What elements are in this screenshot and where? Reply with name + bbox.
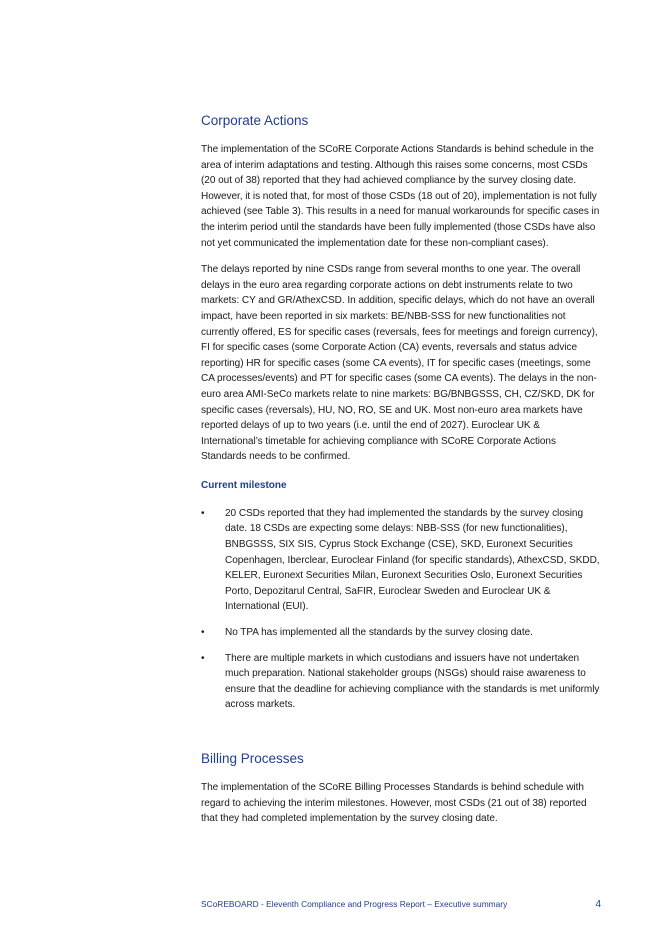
section-heading-corporate-actions: Corporate Actions bbox=[201, 113, 309, 128]
page-number: 4 bbox=[595, 899, 601, 910]
current-milestone-heading: Current milestone bbox=[201, 479, 287, 491]
bullet-icon: • bbox=[201, 507, 205, 519]
page-footer bbox=[201, 899, 601, 909]
list-item-text: No TPA has implemented all the standards by the survey closing date. bbox=[225, 627, 533, 639]
bullet-icon: • bbox=[201, 627, 205, 639]
list-item bbox=[201, 651, 601, 713]
list-item-text: 20 CSDs reported that they had implemented the standards by the survey closing date. 18 CSDs are expecting some delays: NBB-SSS (for new functionalities), BNBGSSS, SIX SIS, Cyprus Stock Exchange (CSE), SKD, Euronext Securities Copenhagen, Iberclear, Euroclear Finland (for specific standards), AthexCSD, SKDD, KELER, Euronext Securities Milan, Euronext Securities Oslo, Euronext Securities Porto, Depozitarul Central, SaFIR, Euroclear Sweden and Euroclear UK & International (EUI). bbox=[225, 507, 600, 613]
billing-processes-paragraph-1: The implementation of the SCoRE Billing Processes Standards is behind schedule with regard to achieving the interim milestones. However, most CSDs (21 out of 38) reported that they had completed implementation by the survey closing date. bbox=[201, 782, 587, 825]
bullet-icon: • bbox=[201, 652, 205, 664]
corporate-actions-paragraph-2: The delays reported by nine CSDs range from several months to one year. The overall delays in the euro area regarding corporate actions on debt instruments relate to two markets: CY and GR/AthexCSD. In addition, specific delays, which do not have an overall impact, have been reported in six markets: BE/NBB-SSS for new functionalities not currently offered, ES for specific cases (reversals, fees for meetings and foreign currency), FI for specific cases (some Corporate Action (CA) events, reversals and status advice reporting) HR for specific cases (some CA events), IT for specific cases (meetings, some CA processes/events) and PT for specific cases (some CA events). The delays in the non-euro area AMI-SeCo markets relate to nine markets: BG/BNBGSSS, CH, CZ/SKD, DK for specific cases (reversals), HU, NO, RO, SE and UK. Most non-euro area markets have reported delays of up to two years (i.e. until the end of 2027). Euroclear UK & International’s timetable for achieving compliance with SCoRE Corporate Actions Standards needs to be confirmed. bbox=[201, 264, 598, 463]
list-item bbox=[201, 506, 601, 615]
section-heading-billing-processes: Billing Processes bbox=[201, 751, 304, 766]
footer-text: SCoREBOARD - Eleventh Compliance and Progress Report – Executive summary bbox=[201, 899, 508, 909]
page-content bbox=[201, 112, 601, 838]
milestone-bullet-list bbox=[201, 506, 601, 713]
list-item bbox=[201, 625, 601, 641]
list-item-text: There are multiple markets in which custodians and issuers have not undertaken much preparation. National stakeholder groups (NSGs) should raise awareness to ensure that the deadline for achieving compliance with the standards is met uniformly across markets. bbox=[225, 652, 600, 711]
corporate-actions-paragraph-1: The implementation of the SCoRE Corporate Actions Standards is behind schedule in the area of interim adaptations and testing. Although this raises some concerns, most CSDs (20 out of 38) reported that they had achieved compliance by the survey closing date. However, it is noted that, for most of those CSDs (18 out of 20), implementation is not fully achieved (see Table 3). This results in a need for manual workarounds for specific cases in the interim period until the standards have been fully implemented (those CSDs have also not yet communicated the implementation date for these non-compliant cases). bbox=[201, 144, 600, 249]
